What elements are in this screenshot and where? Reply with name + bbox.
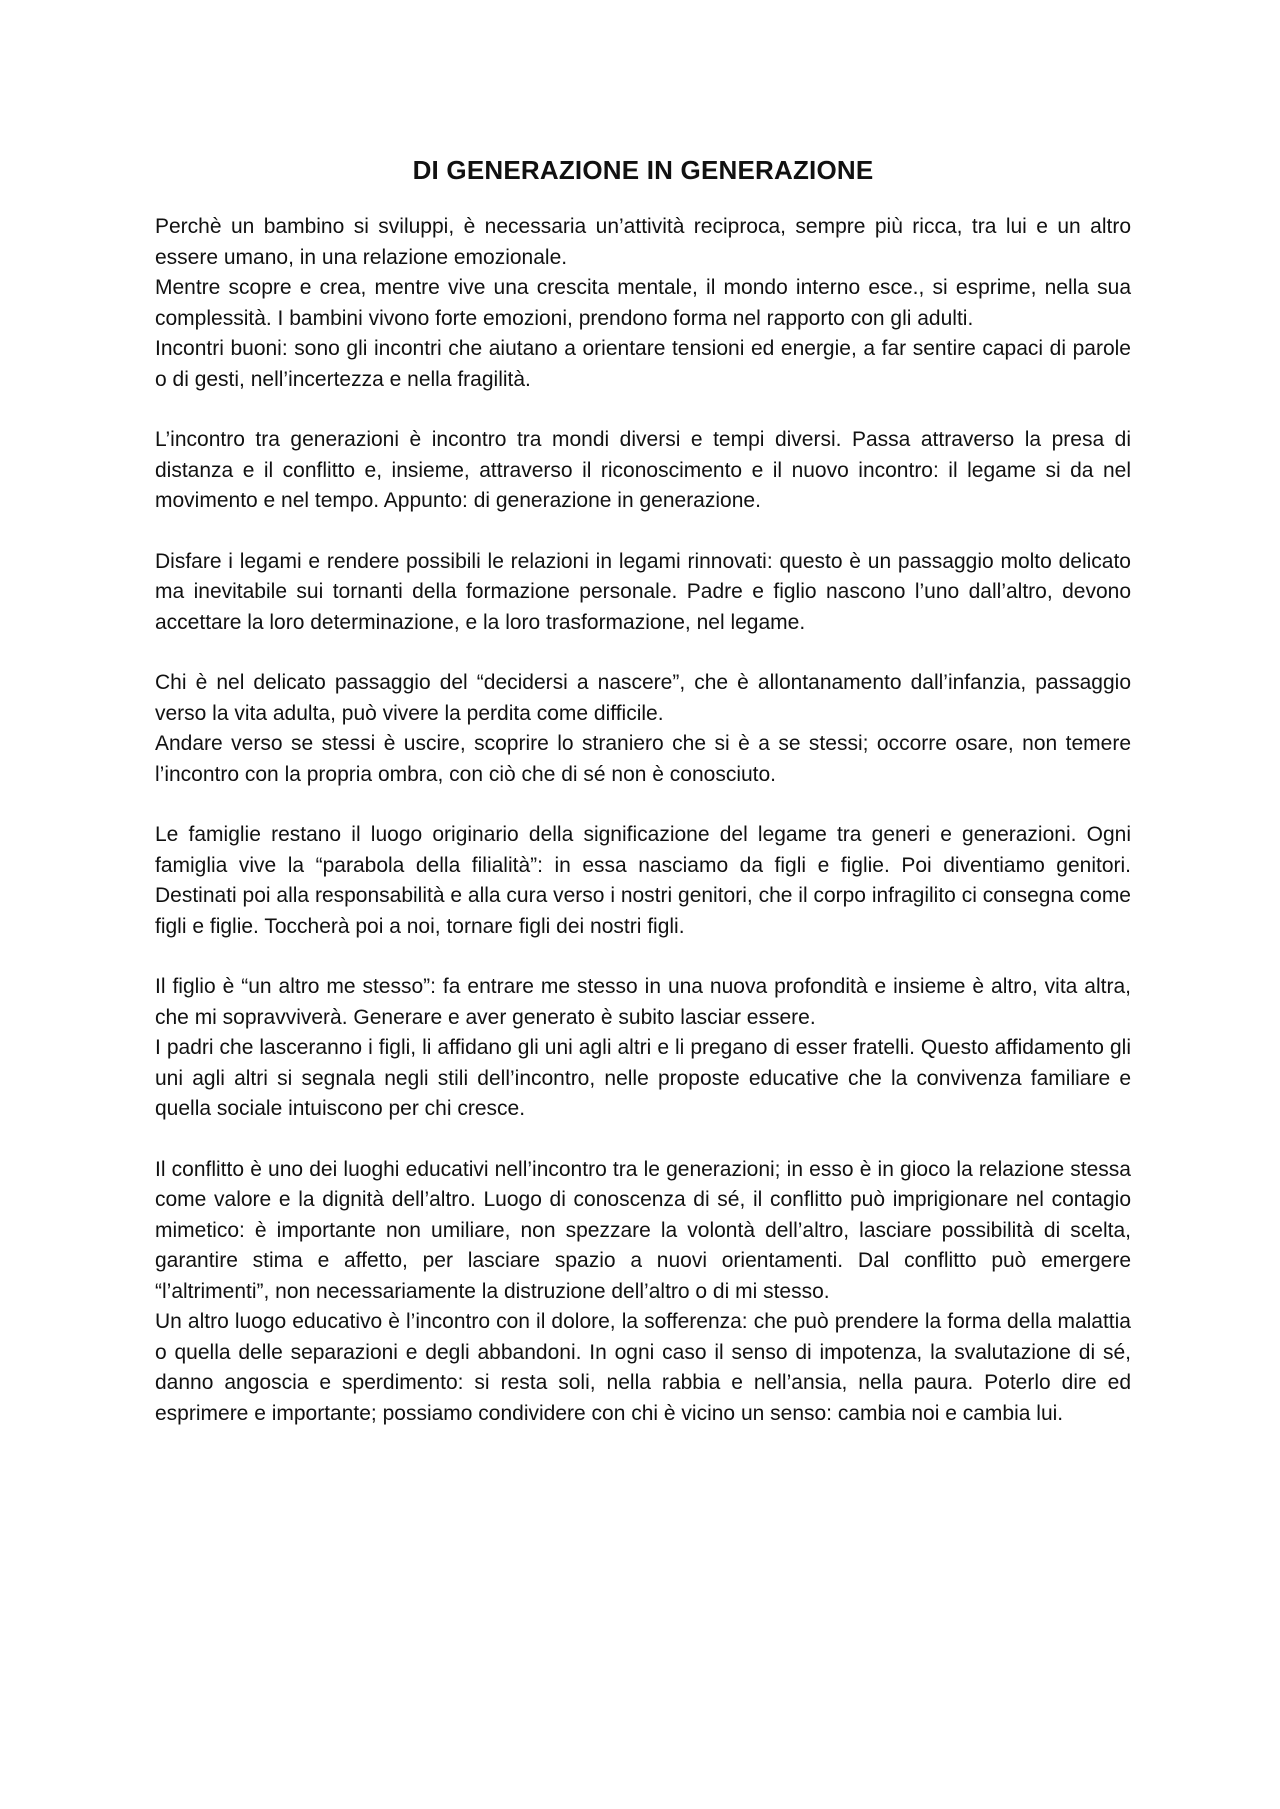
paragraph-1: Perchè un bambino si sviluppi, è necessaria un’attività reciproca, sempre più ricca, tra lui e un altro essere umano, in una relazione emozionale. — [155, 215, 1131, 269]
paragraph-8: Le famiglie restano il luogo originario della significazione del legame tra generi e generazioni. Ogni famiglia vive la “parabola della filialità”: in essa nasciamo da figli e figlie. Poi diventiamo genitori. Destinati poi alla responsabilità e alla cura verso i nostri genitori, che il corpo infragilito ci consegna come figli e figlie. Toccherà poi a noi, tornare figli dei nostri figli. — [155, 823, 1131, 938]
paragraph-spacer — [155, 517, 1131, 547]
paragraph-spacer — [155, 942, 1131, 972]
paragraph-6: Chi è nel delicato passaggio del “decidersi a nascere”, che è allontanamento dall’infanzia, passaggio verso la vita adulta, può vivere la perdita come difficile. — [155, 671, 1131, 725]
document-page — [155, 150, 1131, 1429]
paragraph-3: Incontri buoni: sono gli incontri che aiutano a orientare tensioni ed energie, a far sentire capaci di parole o di gesti, nell’incertezza e nella fragilità. — [155, 337, 1131, 391]
paragraph-spacer — [155, 395, 1131, 425]
paragraph-2: Mentre scopre e crea, mentre vive una crescita mentale, il mondo interno esce., si esprime, nella sua complessità. I bambini vivono forte emozioni, prendono forma nel rapporto con gli adulti. — [155, 276, 1131, 330]
paragraph-spacer — [155, 1125, 1131, 1155]
paragraph-4: L’incontro tra generazioni è incontro tra mondi diversi e tempi diversi. Passa attraverso la presa di distanza e il conflitto e, insieme, attraverso il riconoscimento e il nuovo incontro: il legame si da nel movimento e nel tempo. Appunto: di generazione in generazione. — [155, 428, 1131, 512]
paragraph-12: Un altro luogo educativo è l’incontro con il dolore, la sofferenza: che può prendere la forma della malattia o quella delle separazioni e degli abbandoni. In ogni caso il senso di impotenza, la svalutazione di sé, danno angoscia e sperdimento: si resta soli, nella rabbia e nell’ansia, nella paura. Poterlo dire ed esprimere e importante; possiamo condividere con chi è vicino un senso: cambia noi e cambia lui. — [155, 1310, 1131, 1425]
paragraph-11: Il conflitto è uno dei luoghi educativi nell’incontro tra le generazioni; in esso è in gioco la relazione stessa come valore e la dignità dell’altro. Luogo di conoscenza di sé, il conflitto può imprigionare nel contagio mimetico: è importante non umiliare, non spezzare la volontà dell’altro, lasciare possibilità di scelta, garantire stima e affetto, per lasciare spazio a nuovi orientamenti. Dal conflitto può emergere “l’altrimenti”, non necessariamente la distruzione dell’altro o di mi stesso. — [155, 1157, 1131, 1303]
document-title: DI GENERAZIONE IN GENERAZIONE — [412, 155, 874, 185]
paragraph-9: Il figlio è “un altro me stesso”: fa entrare me stesso in una nuova profondità e insieme è altro, vita altra, che mi sopravviverà. Generare e aver generato è subito lasciar essere. — [155, 975, 1131, 1029]
paragraph-10: I padri che lasceranno i figli, li affidano gli uni agli altri e li pregano di esser fratelli. Questo affidamento gli uni agli altri si segnala negli stili dell’incontro, nelle proposte educative che la convivenza familiare e quella sociale intuiscono per chi cresce. — [155, 1036, 1131, 1120]
paragraph-spacer — [155, 790, 1131, 820]
paragraph-spacer — [155, 638, 1131, 668]
paragraph-7: Andare verso se stessi è uscire, scoprire lo straniero che si è a se stessi; occorre osare, non temere l’incontro con la propria ombra, con ciò che di sé non è conosciuto. — [155, 732, 1131, 786]
paragraph-5: Disfare i legami e rendere possibili le relazioni in legami rinnovati: questo è un passaggio molto delicato ma inevitabile sui tornanti della formazione personale. Padre e figlio nascono l’uno dall’altro, devono accettare la loro determinazione, e la loro trasformazione, nel legame. — [155, 549, 1131, 634]
